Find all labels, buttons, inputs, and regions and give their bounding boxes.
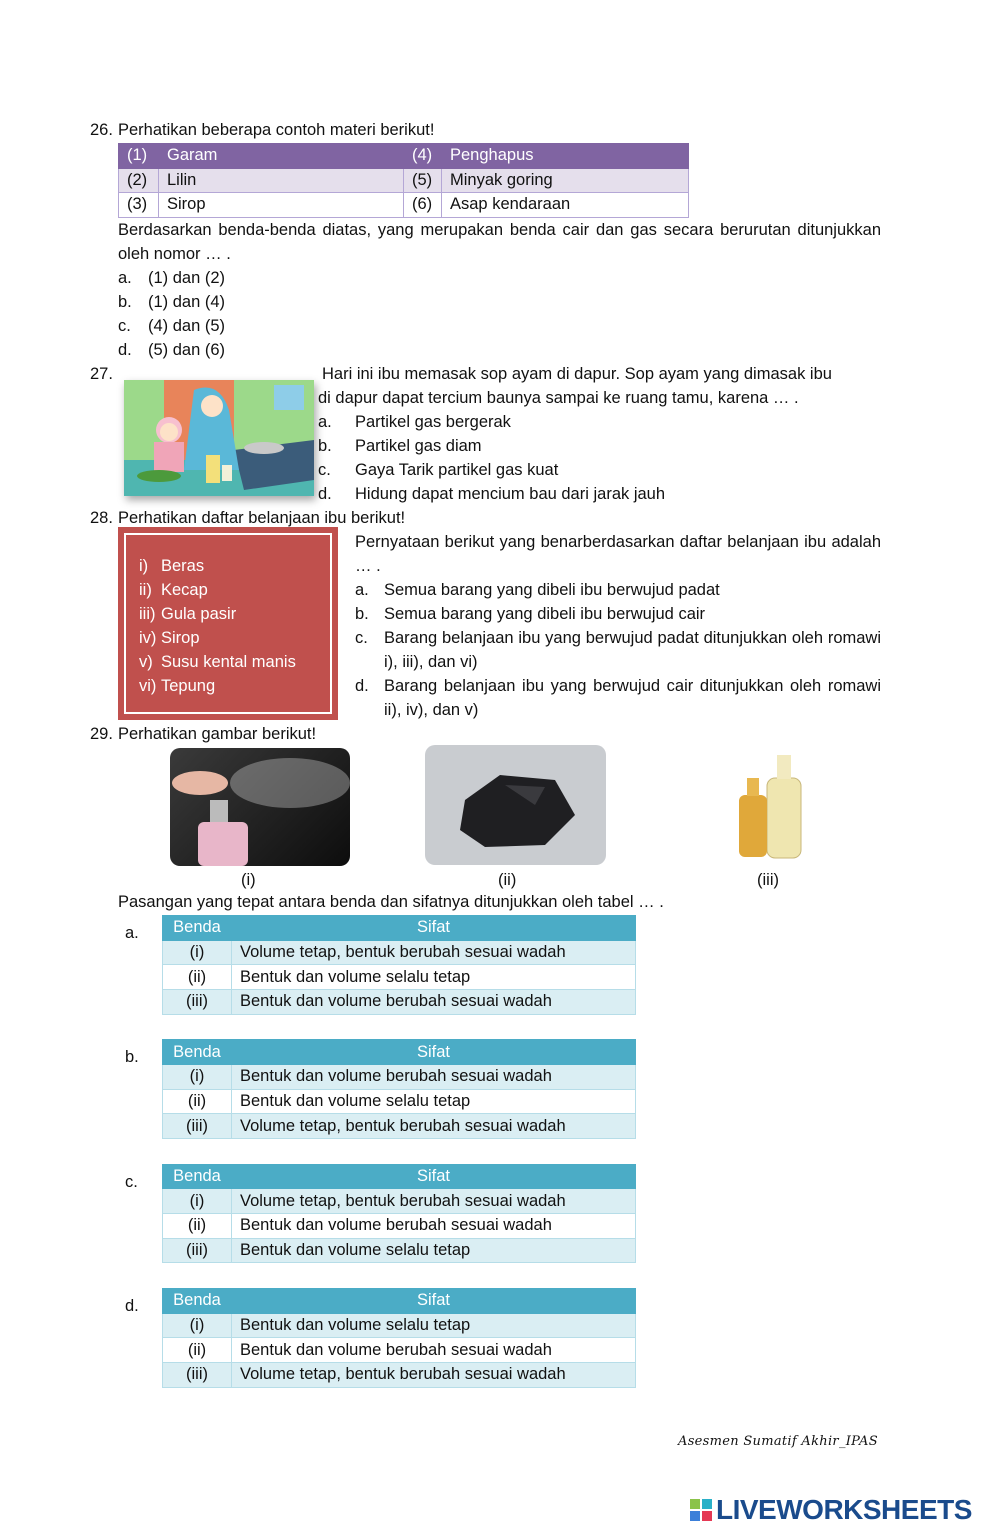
q29-prompt: Perhatikan gambar berikut! (118, 725, 317, 743)
table-row (163, 1114, 636, 1139)
table-row (163, 1362, 636, 1387)
benda-cell: (iii) (163, 1238, 232, 1263)
list-item: Sirop (161, 629, 200, 647)
q26-option-letter: c. (118, 317, 131, 335)
q27-option-letter: b. (318, 437, 332, 455)
cell: (3) (119, 193, 159, 218)
sifat-cell: Bentuk dan volume berubah sesuai wadah (232, 1064, 636, 1089)
list-item: Susu kental manis (161, 653, 296, 671)
q26-prompt: Perhatikan beberapa contoh materi berikut! (118, 121, 435, 139)
cell: (1) (119, 144, 159, 169)
list-number: iv) (139, 629, 157, 647)
benda-cell: (i) (163, 940, 232, 965)
sifat-cell: Bentuk dan volume selalu tetap (232, 1238, 636, 1263)
q26-option-c[interactable]: (4) dan (5) (148, 317, 226, 335)
header-sifat: Sifat (232, 1164, 636, 1189)
table-row (163, 1189, 636, 1214)
table-row (163, 1213, 636, 1238)
coal-rock-photo (425, 745, 606, 865)
benda-cell: (i) (163, 1313, 232, 1338)
logo-text: LIVEWORKSHEETS (716, 1494, 972, 1525)
sifat-cell: Bentuk dan volume selalu tetap (232, 1313, 636, 1338)
q26-option-letter: d. (118, 341, 132, 359)
q26-option-b[interactable]: (1) dan (4) (148, 293, 226, 311)
table-row (163, 965, 636, 990)
q27-number: 27. (90, 365, 113, 383)
header-benda: Benda (163, 1288, 232, 1313)
sifat-cell: Bentuk dan volume selalu tetap (232, 965, 636, 990)
header-sifat: Sifat (232, 1288, 636, 1313)
cell: Asap kendaraan (442, 193, 689, 218)
q28-option-letter: b. (355, 605, 369, 623)
q27-option-d[interactable]: Hidung dapat mencium bau dari jarak jauh (355, 485, 666, 503)
q29-option-table (162, 1164, 636, 1264)
sifat-cell: Bentuk dan volume berubah sesuai wadah (232, 1338, 636, 1363)
q26-option-a[interactable]: (1) dan (2) (148, 269, 226, 287)
cell: (6) (404, 193, 442, 218)
image-label-ii: (ii) (498, 871, 517, 889)
logo-icon (690, 1499, 712, 1521)
list-item: Gula pasir (161, 605, 237, 623)
table-row (163, 1338, 636, 1363)
sifat-cell: Bentuk dan volume selalu tetap (232, 1089, 636, 1114)
q29-option-table (162, 1039, 636, 1139)
image-label-iii: (iii) (757, 871, 779, 889)
benda-cell: (i) (163, 1189, 232, 1214)
cell: Penghapus (442, 144, 689, 169)
q28-option-letter: a. (355, 581, 369, 599)
benda-cell: (iii) (163, 1362, 232, 1387)
sifat-cell: Volume tetap, bentuk berubah sesuai wadah (232, 1114, 636, 1139)
table-row (163, 1064, 636, 1089)
cell: Lilin (159, 168, 404, 193)
sifat-cell: Volume tetap, bentuk berubah sesuai wadah (232, 1362, 636, 1387)
q28-question: Pernyataan berikut yang benarberdasarkan daftar belanjaan ibu adalah … . (355, 533, 881, 575)
benda-cell: (ii) (163, 1089, 232, 1114)
q29-option-table (162, 1288, 636, 1388)
q29-option-c[interactable]: c. (125, 1172, 138, 1191)
kitchen-cooking-illustration (124, 380, 314, 496)
header-benda: Benda (163, 916, 232, 941)
sifat-cell: Bentuk dan volume berubah sesuai wadah (232, 990, 636, 1015)
benda-cell: (i) (163, 1064, 232, 1089)
q27-option-b[interactable]: Partikel gas diam (355, 437, 482, 455)
list-item: Kecap (161, 581, 208, 599)
list-number: vi) (139, 677, 157, 695)
shopping-list-box (118, 527, 338, 720)
table-row (163, 1313, 636, 1338)
footer-caption: Asesmen Sumatif Akhir_IPAS (678, 1434, 878, 1449)
q26-number: 26. (90, 121, 113, 139)
q26-question: Berdasarkan benda-benda diatas, yang merupakan benda cair dan gas secara berurutan ditunjukkan oleh nomor … . (118, 221, 881, 263)
cell: (4) (404, 144, 442, 169)
table-row (163, 1089, 636, 1114)
q27-option-letter: c. (318, 461, 331, 479)
q27-option-letter: a. (318, 413, 332, 431)
cell: Garam (159, 144, 404, 169)
q26-option-letter: a. (118, 269, 132, 287)
q27-option-a[interactable]: Partikel gas bergerak (355, 413, 511, 431)
q26-option-letter: b. (118, 293, 132, 311)
list-item: Beras (161, 557, 205, 575)
list-number: ii) (139, 581, 152, 599)
benda-cell: (ii) (163, 1213, 232, 1238)
header-benda: Benda (163, 1040, 232, 1065)
q28-number: 28. (90, 509, 113, 527)
q28-option-d[interactable]: Barang belanjaan ibu yang berwujud cair ditunjukkan oleh romawi ii), iv), dan v) (384, 677, 881, 719)
list-number: iii) (139, 605, 156, 623)
q26-option-d[interactable]: (5) dan (6) (148, 341, 226, 359)
q26-material-table (118, 143, 689, 218)
q29-option-b[interactable]: b. (125, 1048, 139, 1067)
benda-cell: (iii) (163, 990, 232, 1015)
q29-number: 29. (90, 725, 113, 743)
sifat-cell: Bentuk dan volume berubah sesuai wadah (232, 1213, 636, 1238)
header-sifat: Sifat (232, 1040, 636, 1065)
q27-option-letter: d. (318, 485, 332, 503)
q28-prompt: Perhatikan daftar belanjaan ibu berikut! (118, 509, 406, 527)
liveworksheets-logo (690, 1494, 972, 1526)
q27-line1: Hari ini ibu memasak sop ayam di dapur. Sop ayam yang dimasak ibu (322, 365, 832, 383)
table-row (163, 940, 636, 965)
q28-option-b[interactable]: Semua barang yang dibeli ibu berwujud cair (384, 605, 706, 623)
q28-option-c[interactable]: Barang belanjaan ibu yang berwujud padat ditunjukkan oleh romawi i), iii), dan vi) (384, 629, 881, 671)
q29-option-d[interactable]: d. (125, 1296, 139, 1315)
perfume-spray-photo (170, 748, 350, 866)
sifat-cell: Volume tetap, bentuk berubah sesuai wadah (232, 1189, 636, 1214)
cell: Sirop (159, 193, 404, 218)
q28-option-a[interactable]: Semua barang yang dibeli ibu berwujud padat (384, 581, 720, 599)
q29-option-table (162, 915, 636, 1015)
cell: (5) (404, 168, 442, 193)
q28-option-letter: c. (355, 629, 368, 647)
image-label-i: (i) (241, 871, 256, 889)
q29-question: Pasangan yang tepat antara benda dan sifatnya ditunjukkan oleh tabel … . (118, 893, 664, 911)
q28-option-letter: d. (355, 677, 369, 695)
table-row (163, 1238, 636, 1263)
q27-line2: di dapur dapat tercium baunya sampai ke ruang tamu, karena … . (318, 389, 799, 407)
cell: (2) (119, 168, 159, 193)
list-item: Tepung (161, 677, 216, 695)
list-number: v) (139, 653, 153, 671)
benda-cell: (ii) (163, 1338, 232, 1363)
header-benda: Benda (163, 1164, 232, 1189)
benda-cell: (ii) (163, 965, 232, 990)
q29-option-a[interactable]: a. (125, 924, 139, 942)
benda-cell: (iii) (163, 1114, 232, 1139)
table-row (163, 990, 636, 1015)
cell: Minyak goring (442, 168, 689, 193)
list-number: i) (139, 557, 149, 575)
header-sifat: Sifat (232, 916, 636, 941)
sifat-cell: Volume tetap, bentuk berubah sesuai wadah (232, 940, 636, 965)
q27-option-c[interactable]: Gaya Tarik partikel gas kuat (355, 461, 559, 479)
